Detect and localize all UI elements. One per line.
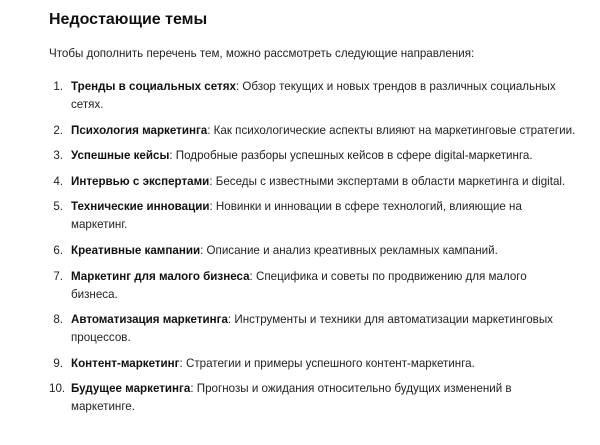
list-item (49, 78, 576, 114)
topic-title: Маркетинг для малого бизнеса (71, 269, 250, 283)
topic-description: : Описание и анализ креативных рекламных кампаний. (200, 243, 498, 257)
list-item (49, 173, 576, 191)
list-item-number: 5. (53, 200, 63, 214)
list-item-number: 8. (53, 313, 63, 327)
topic-title: Интервью с экспертами (71, 174, 210, 188)
topic-description: : Беседы с известными экспертами в области маркетинга и digital. (209, 174, 566, 188)
topic-title: Психология маркетинга (71, 123, 208, 137)
list-item-number: 7. (53, 269, 63, 283)
topic-description: : Прогнозы и ожидания относительно будущих изменений в маркетинге. (71, 382, 512, 414)
list-item-number: 2. (53, 123, 63, 137)
topic-description: : Стратегии и примеры успешного контент-маркетинга. (179, 356, 475, 370)
topic-title: Автоматизация маркетинга (71, 313, 228, 327)
list-item (49, 355, 576, 373)
list-item-number: 3. (53, 149, 63, 163)
topic-title: Технические инновации (71, 200, 210, 214)
topic-title: Контент-маркетинг (71, 356, 180, 370)
list-item-number: 4. (53, 174, 63, 188)
list-item (49, 242, 576, 260)
topic-description: : Обзор текущих и новых трендов в различных социальных сетях. (71, 80, 556, 111)
list-item (49, 198, 576, 234)
topic-title: Креативные кампании (71, 243, 201, 257)
list-item (49, 268, 576, 304)
page-title: Недостающие темы (49, 11, 208, 28)
topic-title: Будущее маркетинга (71, 382, 191, 396)
topic-description: : Как психологические аспекты влияют на маркетинговые стратегии. (207, 123, 576, 137)
intro-text: Чтобы дополнить перечень тем, можно рассмотреть следующие направления: (49, 47, 475, 60)
topic-description: : Новинки и инновации в сфере технологий, влияющие на маркетинг. (71, 200, 522, 232)
topic-description: : Подробные разборы успешных кейсов в сфере digital-маркетинга. (169, 149, 533, 163)
list-item (49, 380, 576, 416)
list-item (49, 122, 576, 140)
list-item-number: 1. (53, 80, 63, 93)
list-item (49, 147, 576, 165)
topic-description: : Инструменты и техники для автоматизации маркетинговых процессов. (71, 313, 553, 345)
list-item-number: 9. (53, 356, 63, 370)
topic-title: Тренды в социальных сетях (71, 80, 236, 93)
list-item-number: 10. (49, 382, 66, 396)
topic-description: : Специфика и советы по продвижению для малого бизнеса. (71, 269, 527, 301)
list-item-number: 6. (53, 243, 63, 257)
topic-title: Успешные кейсы (71, 149, 170, 163)
topic-list (49, 78, 576, 416)
list-item (49, 311, 576, 347)
